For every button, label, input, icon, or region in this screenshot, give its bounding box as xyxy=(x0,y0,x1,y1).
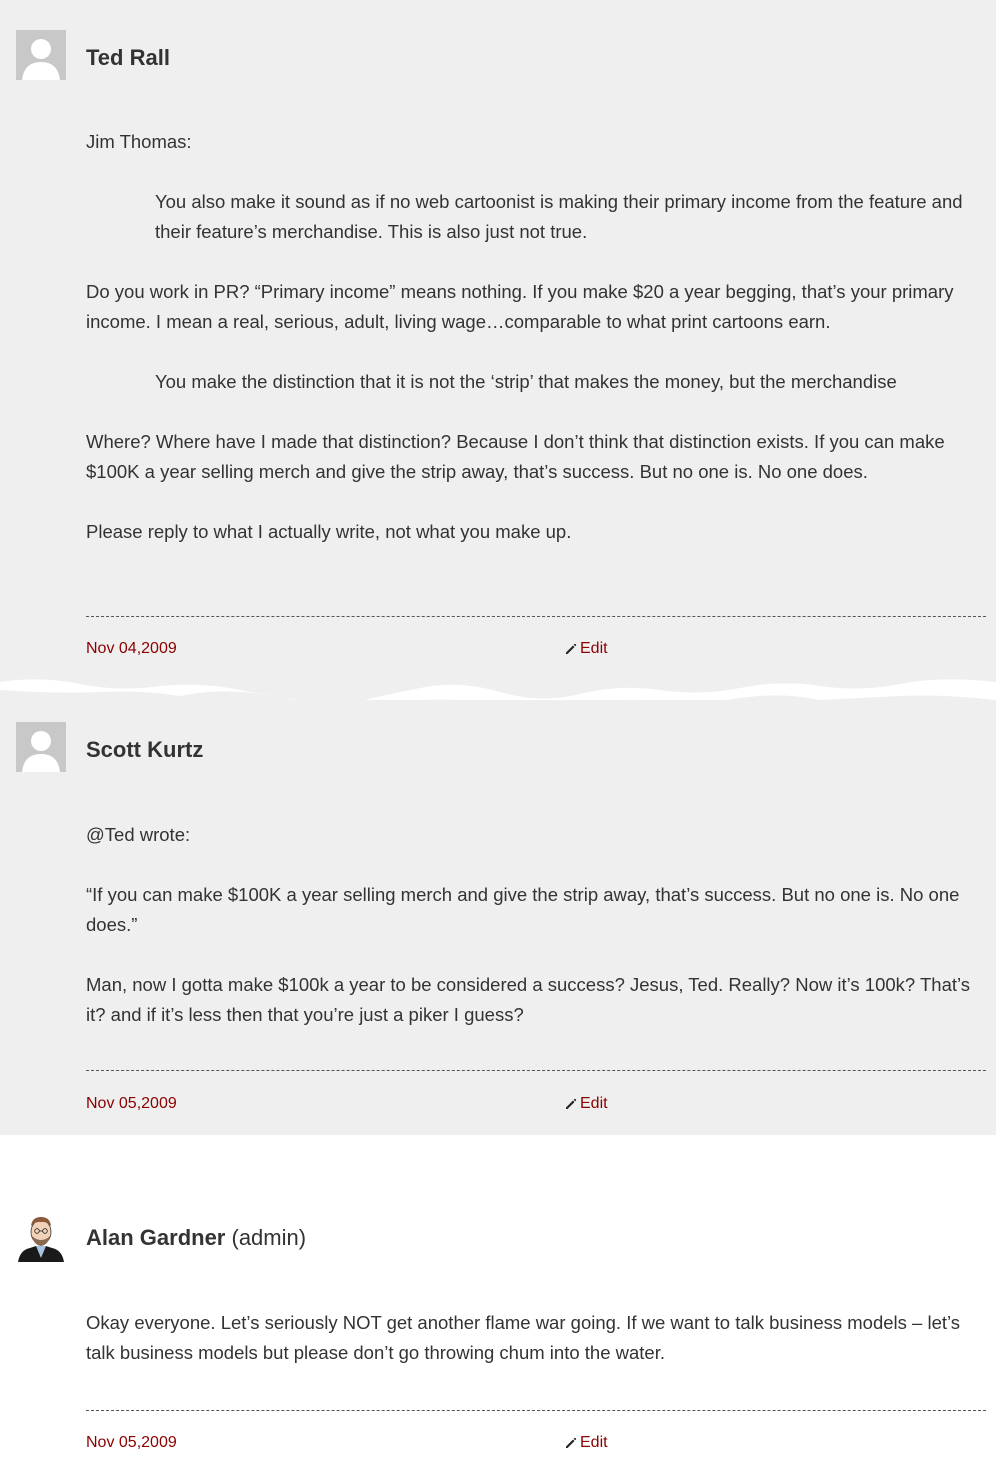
comment-body xyxy=(86,1308,981,1368)
comment-alan-gardner xyxy=(0,1190,996,1471)
comment-body xyxy=(86,127,981,547)
edit-link[interactable] xyxy=(565,1433,608,1453)
comment-ted-rall xyxy=(0,0,996,680)
comment-paragraph: Where? Where have I made that distinction? Because I don’t think that distinction exists. If you can make $100K a year selling merch and give the strip away, that’s success. But no one is. No one does. xyxy=(86,431,945,482)
comment-author[interactable]: Ted Rall xyxy=(86,45,170,70)
comment-paragraph: Jim Thomas: xyxy=(86,131,192,152)
comment-divider xyxy=(86,1070,986,1071)
comment-paragraph: Man, now I gotta make $100k a year to be considered a success? Jesus, Ted. Really? Now it’s 100k? That’s it? and if it’s less then that you’re just a piker I guess? xyxy=(86,974,971,1025)
comment-divider xyxy=(86,616,986,617)
comment-date-link[interactable]: Nov 05,2009 xyxy=(86,1434,177,1451)
pencil-icon xyxy=(565,1437,577,1449)
edit-link[interactable] xyxy=(565,1094,608,1114)
edit-label: Edit xyxy=(580,1095,608,1112)
author-role-badge: (admin) xyxy=(231,1225,307,1250)
comment-paragraph: Do you work in PR? “Primary income” means nothing. If you make $20 a year begging, that’s your primary income. I mean a real, serious, adult, living wage…comparable to what print cartoons earn. xyxy=(86,281,954,332)
pencil-icon xyxy=(565,643,577,655)
comment-date-link[interactable]: Nov 05,2009 xyxy=(86,1095,177,1112)
comment-paragraph: “If you can make $100K a year selling merch and give the strip away, that’s success. But no one is. No one does.” xyxy=(86,884,960,935)
comment-author[interactable] xyxy=(86,1224,306,1252)
comment-blockquote: You make the distinction that it is not the ‘strip’ that makes the money, but the merchandise xyxy=(155,371,897,392)
comment-divider xyxy=(86,1410,986,1411)
edit-link[interactable] xyxy=(565,639,608,659)
comment-paragraph: @Ted wrote: xyxy=(86,824,191,845)
comment-scott-kurtz xyxy=(0,700,996,1135)
comment-paragraph: Please reply to what I actually write, not what you make up. xyxy=(86,521,572,542)
comment-author[interactable]: Scott Kurtz xyxy=(86,737,204,762)
comment-paragraph: Okay everyone. Let’s seriously NOT get another flame war going. If we want to talk business models – let’s talk business models but please don’t go throwing chum into the water. xyxy=(86,1312,961,1363)
admin-avatar-icon xyxy=(16,1212,66,1262)
pencil-icon xyxy=(565,1098,577,1110)
default-avatar-icon xyxy=(16,722,66,772)
comment-body xyxy=(86,820,981,1030)
author-name[interactable]: Alan Gardner xyxy=(86,1225,226,1250)
edit-label: Edit xyxy=(580,640,608,657)
default-avatar-icon xyxy=(16,30,66,80)
comment-blockquote: You also make it sound as if no web cartoonist is making their primary income from the feature and their feature’s merchandise. This is also just not true. xyxy=(155,191,963,242)
edit-label: Edit xyxy=(580,1434,608,1451)
comment-date-link[interactable]: Nov 04,2009 xyxy=(86,640,177,657)
